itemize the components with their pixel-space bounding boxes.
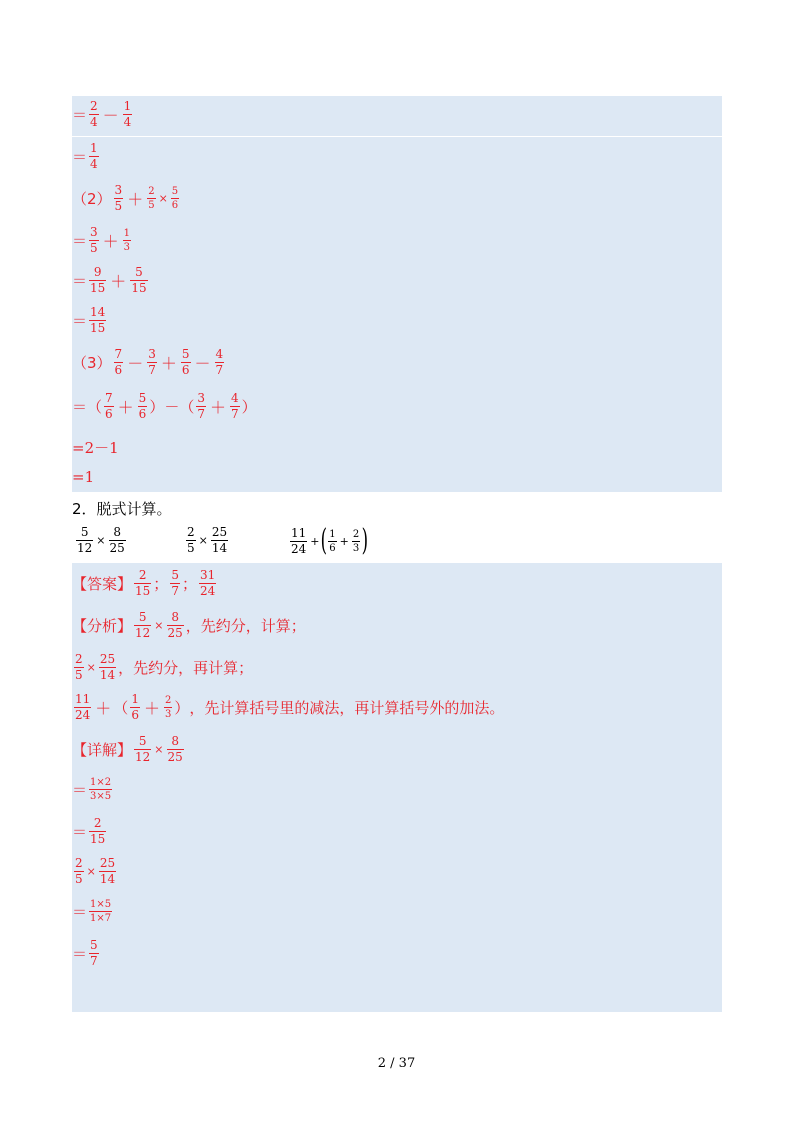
step-line: ＝ $\frac{1\times 2}{3\times 5}$ <box>72 777 112 802</box>
analysis-line-1: 【分析】 $\frac{5}{12}$ × $\frac{8}{25}$ ，先约分，计算； <box>72 610 306 640</box>
step-line: ＝ $\frac{2}{4}$ － $\frac{1}{4}$ <box>72 99 132 129</box>
answer-line: 【答案】 $\frac{2}{15}$ ； $\frac{5}{7}$ ； $\frac{31}{24}$ <box>72 568 216 598</box>
problem-3: $\frac{11}{24}$ + ( $\frac{1}{6}$ + $\frac{2}{3}$ ) <box>291 523 369 558</box>
solution-block-2 <box>72 563 722 1012</box>
step-line: ＝ $\frac{5}{7}$ <box>72 938 98 968</box>
detail-line-2: $\frac{2}{5}$ × $\frac{25}{14}$ <box>75 856 116 886</box>
question-3-3: （3） $\frac{7}{6}$ － $\frac{3}{7}$ ＋ $\frac{5}{6}$ － $\frac{4}{7}$ <box>72 347 224 377</box>
step-line: ＝ $\frac{9}{15}$ ＋ $\frac{5}{15}$ <box>72 265 147 295</box>
problem-2: $\frac{2}{5}$ × $\frac{25}{14}$ <box>187 525 228 555</box>
question-heading: 2．脱式计算。 <box>72 500 172 518</box>
step-line: ＝ $\frac{2}{15}$ <box>72 816 106 846</box>
step-line: =2－1 <box>72 439 119 457</box>
divider <box>72 136 722 137</box>
step-line: ＝ $\frac{1}{4}$ <box>72 141 98 171</box>
solution-block-1 <box>72 96 722 492</box>
step-line: ＝（ $\frac{7}{6}$ ＋ $\frac{5}{6}$ ）－（ $\frac{3}{7}$ ＋ $\frac{4}{7}$ ） <box>72 391 257 421</box>
question-3-2: （2） $\frac{3}{5}$ ＋ $\frac{2}{5}$ × $\frac{5}{6}$ <box>72 183 179 213</box>
step-line: ＝ $\frac{3}{5}$ ＋ $\frac{1}{3}$ <box>72 225 131 255</box>
analysis-line-3: $\frac{11}{24}$ ＋ （ $\frac{1}{6}$ ＋ $\frac{2}{3}$ ） ，先计算括号里的减法，再计算括号外的加法。 <box>75 692 505 722</box>
page-number: 2 / 37 <box>377 1056 416 1071</box>
analysis-line-2: $\frac{2}{5}$ × $\frac{25}{14}$ ，先约分，再计算； <box>75 652 254 682</box>
detail-line: 【详解】 $\frac{5}{12}$ × $\frac{8}{25}$ <box>72 734 183 764</box>
problem-1: $\frac{5}{12}$ × $\frac{8}{25}$ <box>77 525 125 555</box>
step-line: ＝ $\frac{14}{15}$ <box>72 305 106 335</box>
step-line: =1 <box>72 468 95 486</box>
step-line: ＝ $\frac{1\times 5}{1\times 7}$ <box>72 899 112 924</box>
